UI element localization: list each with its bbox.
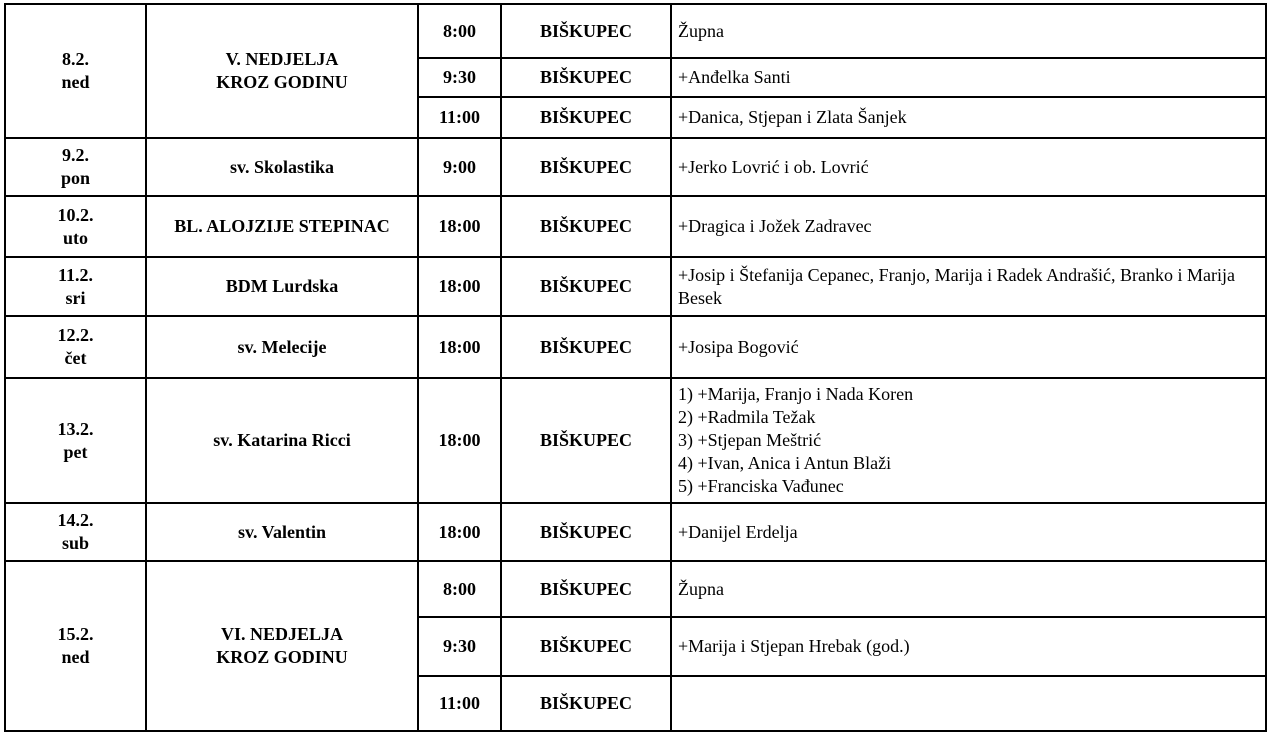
day-weekday: pon (60, 168, 91, 188)
day-date-cell (5, 4, 146, 138)
mass-intention-cell (671, 503, 1266, 561)
schedule-row (5, 138, 1266, 196)
day-date: 12.2. (57, 325, 94, 345)
mass-intention: 2) +Radmila Težak (678, 407, 816, 427)
day-weekday: uto (62, 227, 88, 248)
schedule-row (5, 316, 1266, 378)
schedule-row (5, 4, 1266, 58)
feast-cell (146, 138, 418, 196)
mass-time: 9:30 (418, 617, 501, 676)
schedule-row (5, 196, 1266, 257)
mass-intention: 1) +Marija, Franjo i Nada Koren (678, 384, 914, 404)
mass-time: 18:00 (418, 257, 501, 316)
day-date-cell (5, 561, 146, 731)
feast-cell (146, 561, 418, 731)
mass-location: BIŠKUPEC (501, 617, 671, 676)
mass-intention: +Josipa Bogović (678, 336, 799, 357)
mass-intention: 5) +Franciska Vađunec (678, 476, 844, 496)
mass-time: 11:00 (418, 676, 501, 731)
mass-location: BIŠKUPEC (501, 4, 671, 58)
mass-intention-cell (671, 138, 1266, 196)
day-date-cell (5, 196, 146, 257)
mass-intention: +Danijel Erdelja (678, 521, 798, 542)
mass-time: 9:30 (418, 58, 501, 97)
feast-name: BL. ALOJZIJE STEPINAC (174, 216, 390, 236)
mass-intention: 4) +Ivan, Anica i Antun Blaži (678, 453, 892, 473)
schedule-row (5, 503, 1266, 561)
feast-cell (146, 4, 418, 138)
day-weekday: ned (61, 647, 90, 667)
mass-intention-cell (671, 4, 1266, 58)
mass-intention: +Anđelka Santi (678, 67, 791, 87)
mass-intention-cell (671, 316, 1266, 378)
mass-intention-cell (671, 378, 1266, 503)
mass-time: 8:00 (418, 4, 501, 58)
mass-time: 18:00 (418, 316, 501, 378)
feast-cell (146, 257, 418, 316)
mass-intention-cell (671, 97, 1266, 138)
feast-name: sv. Valentin (237, 521, 327, 542)
day-date: 13.2. (57, 418, 94, 439)
feast-cell (146, 316, 418, 378)
mass-intention: 3) +Stjepan Meštrić (678, 430, 822, 450)
day-date-cell (5, 257, 146, 316)
mass-location: BIŠKUPEC (501, 561, 671, 617)
mass-intention-cell (671, 257, 1266, 316)
day-weekday: ned (61, 72, 90, 92)
day-date: 14.2. (57, 510, 94, 530)
mass-time: 11:00 (418, 97, 501, 138)
feast-name: VI. NEDJELJA (220, 624, 344, 644)
day-date-cell (5, 316, 146, 378)
mass-location: BIŠKUPEC (501, 97, 671, 138)
feast-name: KROZ GODINU (216, 72, 348, 92)
mass-intention-cell (671, 676, 1266, 731)
mass-location: BIŠKUPEC (501, 676, 671, 731)
feast-cell (146, 196, 418, 257)
mass-schedule-table (4, 3, 1267, 732)
feast-name: sv. Skolastika (229, 156, 335, 177)
feast-name: V. NEDJELJA (225, 49, 339, 69)
mass-intention: Župna (678, 20, 724, 41)
mass-time: 18:00 (418, 378, 501, 503)
feast-name: BDM Lurdska (225, 276, 339, 296)
mass-intention: +Dragica i Jožek Zadravec (678, 216, 872, 236)
mass-time: 8:00 (418, 561, 501, 617)
day-date: 11.2. (57, 264, 93, 285)
mass-time: 18:00 (418, 503, 501, 561)
feast-name: sv. Melecije (237, 336, 327, 357)
feast-name: sv. Katarina Ricci (213, 430, 351, 450)
mass-intention: +Jerko Lovrić i ob. Lovrić (678, 156, 869, 177)
day-weekday: sub (61, 533, 90, 553)
mass-intention-cell (671, 58, 1266, 97)
mass-location: BIŠKUPEC (501, 138, 671, 196)
day-date: 10.2. (57, 204, 94, 225)
mass-location: BIŠKUPEC (501, 316, 671, 378)
day-weekday: sri (65, 287, 86, 308)
mass-intention-cell (671, 617, 1266, 676)
feast-cell (146, 378, 418, 503)
schedule-row (5, 561, 1266, 617)
day-date: 15.2. (57, 624, 94, 644)
mass-intention-cell (671, 196, 1266, 257)
mass-time: 9:00 (418, 138, 501, 196)
mass-intention: Župna (678, 578, 724, 599)
mass-location: BIŠKUPEC (501, 196, 671, 257)
mass-location: BIŠKUPEC (501, 257, 671, 316)
feast-cell (146, 503, 418, 561)
day-date-cell (5, 503, 146, 561)
mass-location: BIŠKUPEC (501, 503, 671, 561)
mass-time: 18:00 (418, 196, 501, 257)
day-date: 8.2. (62, 49, 89, 69)
mass-intention: +Josip i Štefanija Cepanec, Franjo, Marija i Radek Andrašić, Branko i Marija Besek (678, 264, 1236, 308)
day-date-cell (5, 378, 146, 503)
mass-intention: +Danica, Stjepan i Zlata Šanjek (678, 107, 907, 127)
mass-intention-cell (671, 561, 1266, 617)
feast-name: KROZ GODINU (216, 647, 348, 667)
mass-intention: +Marija i Stjepan Hrebak (god.) (678, 636, 910, 656)
mass-schedule-body (5, 4, 1266, 731)
day-weekday: čet (64, 348, 87, 368)
day-weekday: pet (63, 441, 88, 462)
schedule-row (5, 257, 1266, 316)
day-date: 9.2. (62, 145, 89, 165)
mass-location: BIŠKUPEC (501, 378, 671, 503)
schedule-row (5, 378, 1266, 503)
day-date-cell (5, 138, 146, 196)
mass-location: BIŠKUPEC (501, 58, 671, 97)
